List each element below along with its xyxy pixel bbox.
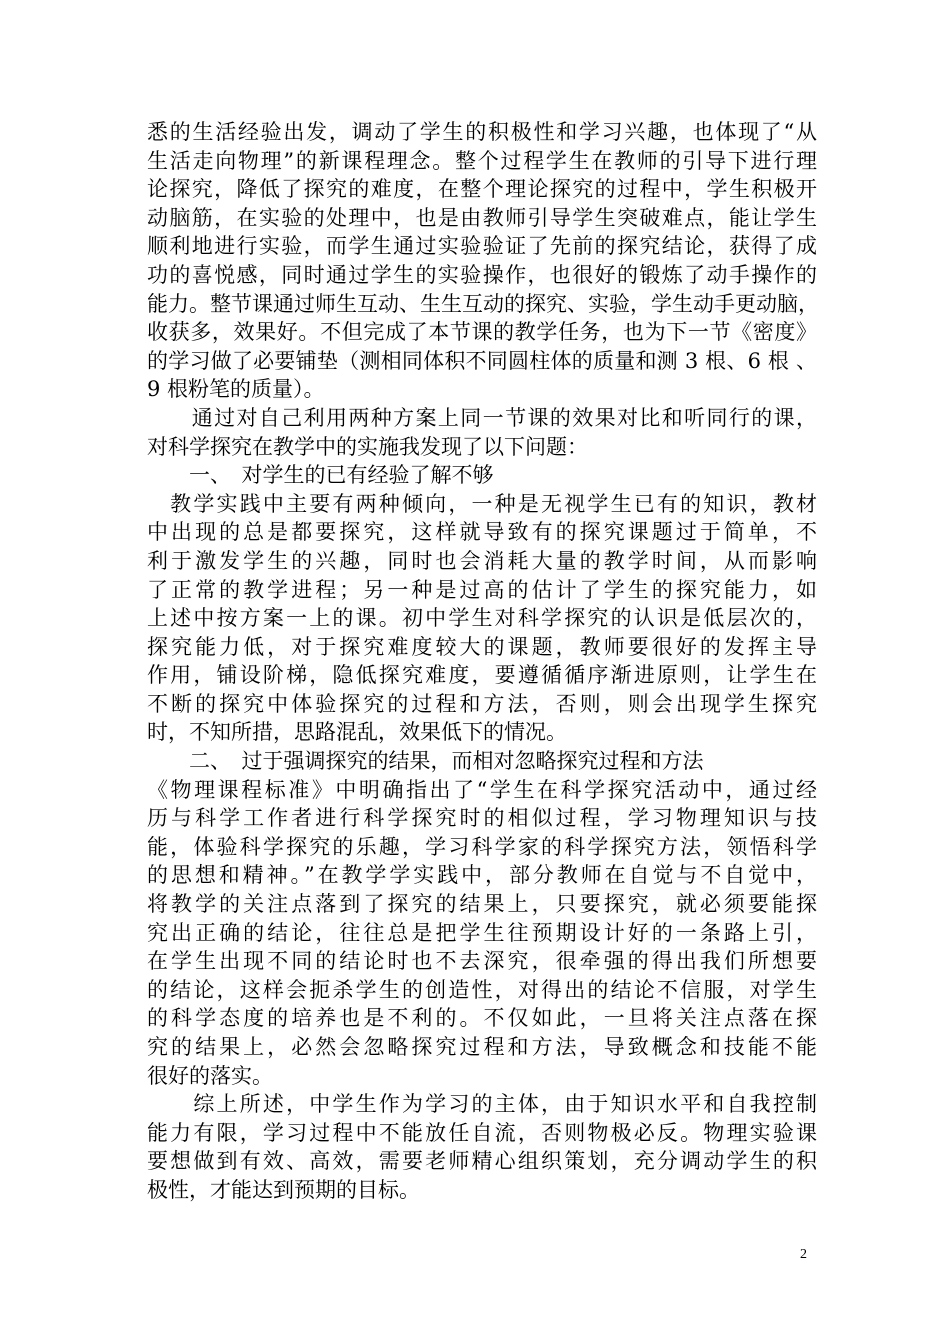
text-line: 历与科学工作者进行科学探究时的相似过程，学习物理知识与技 (147, 806, 817, 831)
text-line: 不断的探究中体验探究的过程和方法，否则，则会出现学生探究 (147, 691, 817, 716)
text-line: 上述中按方案一上的课。初中学生对科学探究的认识是低层次的， (147, 606, 817, 631)
text-line: 的学习做了必要铺垫（测相同体积不同圆柱体的质量和测 3 根、6 根 、 (147, 348, 817, 373)
text-line: 很好的落实。 (147, 1063, 273, 1088)
section-heading: 二、 过于强调探究的结果，而相对忽略探究过程和方法 (147, 749, 704, 774)
text-line: 论探究，降低了探究的难度，在整个理论探究的过程中，学生积极开 (147, 177, 817, 202)
text-line: 作用，铺设阶梯，隐低探究难度，要遵循循序渐进原则，让学生在 (147, 663, 817, 688)
text-line: 究出正确的结论，往往总是把学生往预期设计好的一条路上引， (147, 920, 817, 945)
text-line: 收获多，效果好。不但完成了本节课的教学任务，也为下一节《密度》 (147, 320, 817, 345)
text-line: 了正常的教学进程；另一种是过高的估计了学生的探究能力，如 (147, 577, 817, 602)
text-line: 《物理课程标准》中明确指出了“学生在科学探究活动中，通过经 (147, 777, 817, 802)
text-line: 9 根粉笔的质量）。 (147, 377, 325, 402)
text-line: 教学实践中主要有两种倾向，一种是无视学生已有的知识，教材 (147, 491, 817, 516)
text-line: 动脑筋，在实验的处理中，也是由教师引导学生突破难点，能让学生 (147, 205, 817, 230)
text-line: 生活走向物理”的新课程理念。整个过程学生在教师的引导下进行理 (147, 148, 817, 173)
text-line: 中出现的总是都要探究，这样就导致有的探究课题过于简单，不 (147, 520, 817, 545)
text-line: 能，体验科学探究的乐趣，学习科学家的科学探究方法，领悟科学 (147, 834, 817, 859)
text-line: 时，不知所措，思路混乱，效果低下的情况。 (147, 720, 567, 745)
text-line: 的思想和精神。”在教学学实践中，部分教师在自觉与不自觉中， (147, 863, 817, 888)
page-number: 2 (800, 1247, 807, 1262)
text-line: 究的结果上，必然会忽略探究过程和方法，导致概念和技能不能 (147, 1035, 817, 1059)
text-line: 要想做到有效、高效，需要老师精心组织策划，充分调动学生的积 (147, 1149, 817, 1174)
text-line: 能力有限，学习过程中不能放任自流，否则物极必反。物理实验课 (147, 1120, 817, 1145)
text-line: 在学生出现不同的结论时也不去深究，很牵强的得出我们所想要 (147, 949, 817, 974)
text-line: 通过对自己利用两种方案上同一节课的效果对比和听同行的课， (147, 405, 817, 430)
text-line: 利于激发学生的兴趣，同时也会消耗大量的教学时间，从而影响 (147, 548, 817, 573)
document-body (147, 118, 817, 1205)
text-line: 顺利地进行实验，而学生通过实验验证了先前的探究结论，获得了成 (147, 234, 817, 259)
text-line: 极性，才能达到预期的目标。 (147, 1177, 420, 1202)
text-line: 综上所述，中学生作为学习的主体，由于知识水平和自我控制 (147, 1092, 817, 1117)
text-line: 将教学的关注点落到了探究的结果上，只要探究，就必须要能探 (147, 892, 817, 917)
text-line: 能力。整节课通过师生互动、生生互动的探究、实验，学生动手更动脑， (147, 291, 819, 316)
text-line: 对科学探究在教学中的实施我发现了以下问题： (147, 434, 588, 459)
text-line: 的科学态度的培养也是不利的。不仅如此，一旦将关注点落在探 (147, 1006, 817, 1031)
text-line: 悉的生活经验出发，调动了学生的积极性和学习兴趣，也体现了“从 (147, 120, 817, 144)
text-line: 探究能力低，对于探究难度较大的课题，教师要很好的发挥主导 (147, 634, 817, 659)
text-line: 功的喜悦感，同时通过学生的实验操作，也很好的锻炼了动手操作的 (147, 262, 817, 287)
section-heading: 一、 对学生的已有经验了解不够 (147, 463, 494, 488)
text-line: 的结论，这样会扼杀学生的创造性，对得出的结论不信服，对学生 (147, 977, 817, 1002)
